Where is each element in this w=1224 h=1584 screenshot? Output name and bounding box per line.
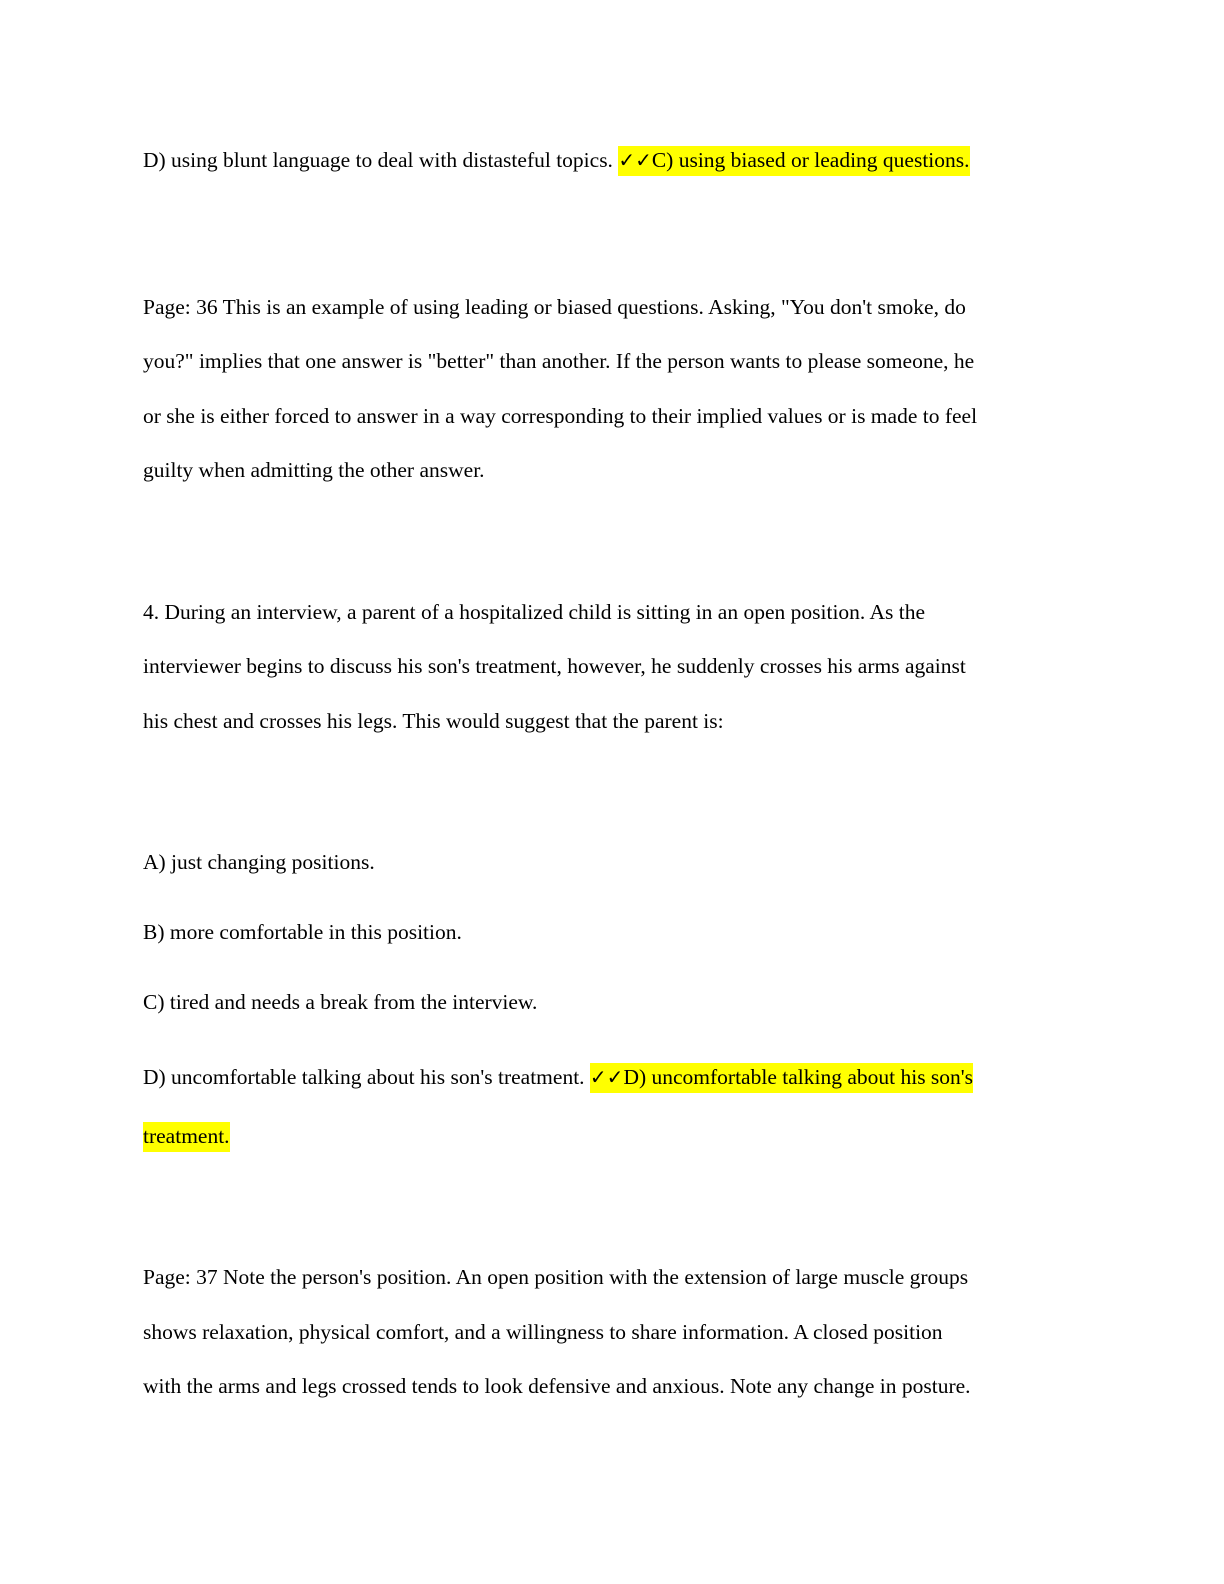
rationale-1-line-4: guilty when admitting the other answer. <box>143 458 485 482</box>
question-4-line-2: interviewer begins to discuss his son's treatment, however, he suddenly crosses his arms against <box>143 654 966 678</box>
rationale-1-line-2: you?" implies that one answer is "better" than another. If the person wants to please someone, he <box>143 349 975 373</box>
answer-highlight-2 <box>590 1063 973 1093</box>
option-d-text: D) using blunt language to deal with distasteful topics. <box>143 148 613 172</box>
option-b: B) more comfortable in this position. <box>143 920 462 944</box>
rationale-1-line-3: or she is either forced to answer in a way corresponding to their implied values or is made to feel <box>143 404 978 428</box>
option-d: D) uncomfortable talking about his son's treatment. <box>143 1065 585 1089</box>
double-check-icon: ✓✓ <box>618 148 652 172</box>
answer-text-2-line-2: treatment. <box>143 1122 230 1152</box>
rationale-2-line-2: shows relaxation, physical comfort, and a willingness to share information. A closed position <box>143 1320 943 1344</box>
answer-text: C) using biased or leading questions. <box>651 148 970 172</box>
option-a: A) just changing positions. <box>143 850 375 874</box>
answer-continuation-line <box>143 1123 230 1149</box>
option-d-answer-line <box>143 1064 973 1090</box>
rationale-1-line-1: Page: 36 This is an example of using leading or biased questions. Asking, "You don't smoke, do <box>143 295 966 319</box>
double-check-icon: ✓✓ <box>589 1065 624 1089</box>
rationale-2-line-3: with the arms and legs crossed tends to look defensive and anxious. Note any change in posture. <box>143 1374 971 1398</box>
answer-text-2-line-1: D) uncomfortable talking about his son's <box>623 1065 974 1089</box>
option-d-line <box>143 147 970 173</box>
rationale-2-line-1: Page: 37 Note the person's position. An open position with the extension of large muscle groups <box>143 1265 969 1289</box>
question-4-line-1: 4. During an interview, a parent of a hospitalized child is sitting in an open position. As the <box>143 600 926 624</box>
question-4-line-3: his chest and crosses his legs. This would suggest that the parent is: <box>143 709 724 733</box>
option-c: C) tired and needs a break from the interview. <box>143 990 538 1014</box>
answer-highlight <box>618 146 969 176</box>
